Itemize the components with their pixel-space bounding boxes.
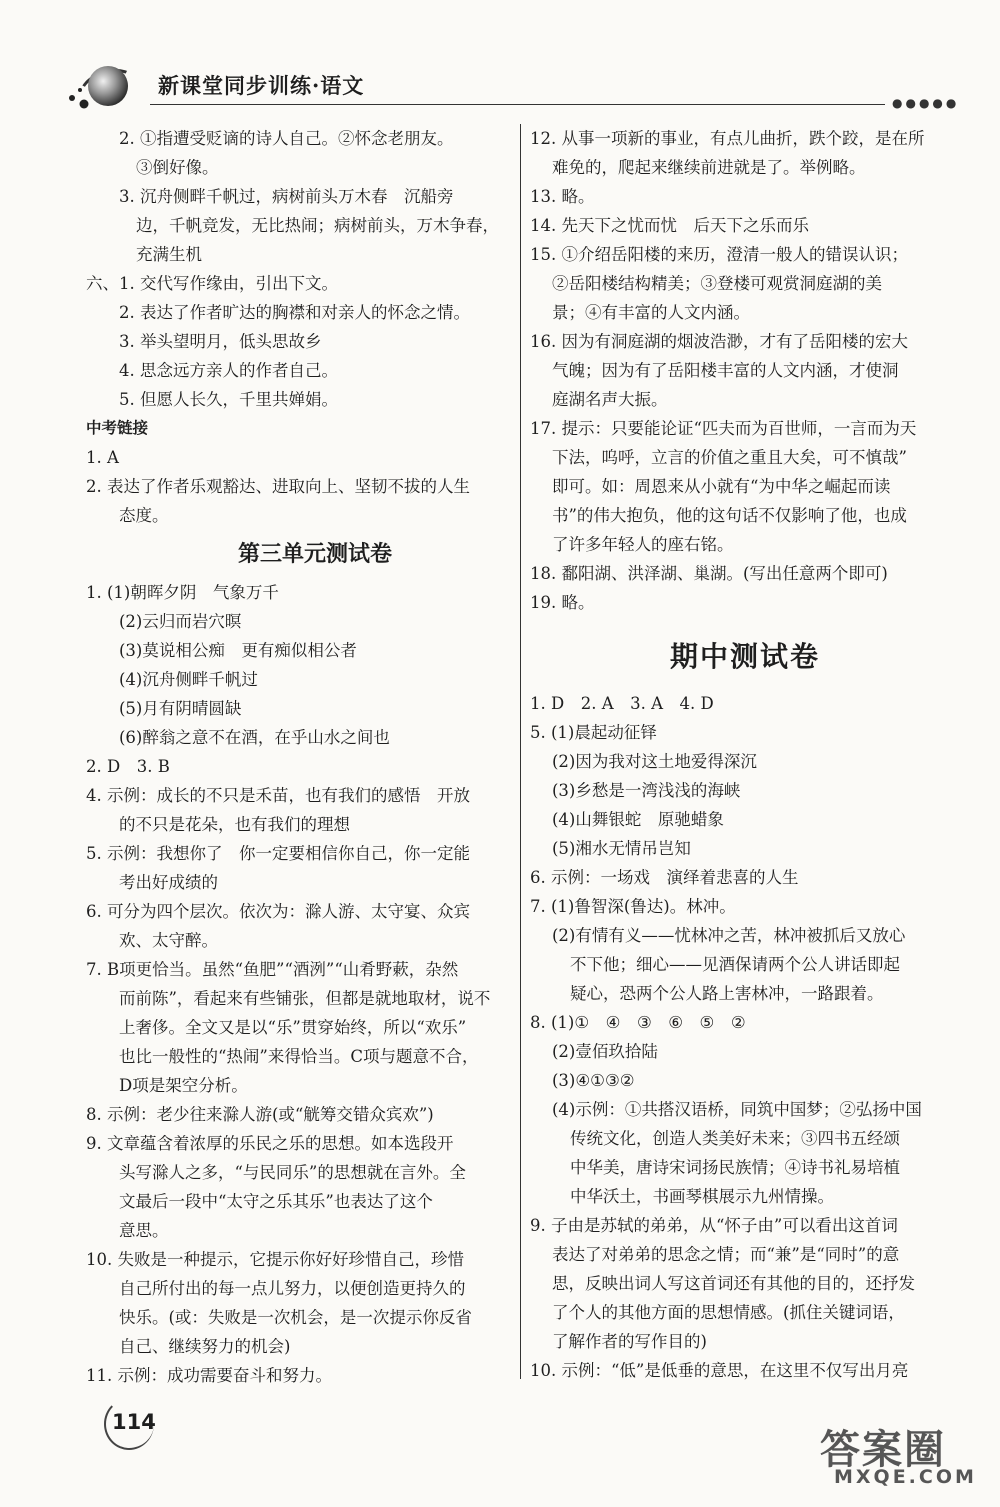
answer-line: (4)沉舟侧畔千帆过 [119,670,258,689]
answer-line: 考出好成绩的 [119,873,218,892]
answer-line: 2. 表达了作者旷达的胸襟和对亲人的怀念之情。 [119,303,470,322]
right-column [530,124,960,1385]
answer-line: 气魄；因为有了岳阳楼丰富的人文内涵，才使洞 [552,361,899,380]
answer-line: 上奢侈。全文又是以“乐”贯穿始终，所以“欢乐” [119,1018,467,1037]
answer-line: 态度。 [119,506,169,525]
answer-line: 传统文化，创造人类美好未来；③四书五经颂 [570,1129,900,1148]
answer-line: 8. (1)① ④ ③ ⑥ ⑤ ② [530,1013,746,1032]
answer-line: 17. 提示：只要能论证“匹夫而为百世师，一言而为天 [530,419,917,438]
header-rule [150,104,885,105]
answer-line: 16. 因为有洞庭湖的烟波浩渺，才有了岳阳楼的宏大 [530,332,908,351]
section-title: 第三单元测试卷 [237,541,392,567]
answer-line: 文最后一段中“太守之乐其乐”也表达了这个 [119,1192,433,1211]
watermark-url: MXQE.COM [834,1466,977,1488]
answer-line: 而前陈”，看起来有些铺张，但都是就地取材，说不 [119,989,491,1008]
answer-line: (4)山舞银蛇 原驰蜡象 [552,810,724,829]
answer-line: (5)湘水无情吊岂知 [552,839,691,858]
answer-line: 10. 示例：“低”是低垂的意思，在这里不仅写出月亮 [530,1361,909,1380]
answer-line: 2. ①指遭受贬谪的诗人自己。②怀念老朋友。 [119,129,454,148]
header-dots-icon: ●●●●● [892,96,960,110]
answer-line: 4. 示例：成长的不只是禾苗，也有我们的感悟 开放 [86,786,470,805]
watermark-title: 答案圈 [820,1427,946,1473]
answer-line: 难免的，爬起来继续前进就是了。举例略。 [552,158,866,177]
page-header [0,0,1000,120]
answer-line: 快乐。(或：失败是一次机会，是一次提示你反省 [119,1308,472,1327]
answer-line: (6)醉翁之意不在酒，在乎山水之间也 [119,728,390,747]
answer-line: 4. 思念远方亲人的作者自己。 [119,361,338,380]
answer-line: 即可。如：周恩来从小就有“为中华之崛起而读 [552,477,891,496]
answer-line: 3. 举头望明月，低头思故乡 [119,332,322,351]
column-divider [520,124,521,1379]
answer-line: 7. (1)鲁智深(鲁达)。林冲。 [530,897,736,916]
answer-line: (3)莫说相公痴 更有痴似相公者 [119,641,357,660]
answer-line: 下法，呜呼，立言的价值之重且大矣，可不慎哉” [552,448,907,467]
answer-line: 思，反映出词人写这首词还有其他的目的，还抒发 [552,1274,915,1293]
answer-line: 19. 略。 [530,593,595,612]
answer-line: 12. 从事一项新的事业，有点儿曲折，跌个跤，是在所 [530,129,925,148]
left-column [86,124,514,1390]
answer-line: 表达了对弟弟的思念之情；而“兼”是“同时”的意 [552,1245,900,1264]
answer-line: D项是架空分析。 [119,1076,248,1095]
answer-line: 10. 失败是一种提示，它提示你好好珍惜自己，珍惜 [86,1250,464,1269]
answer-line: 6. 可分为四个层次。依次为：滁人游、太守宴、众宾 [86,902,470,921]
answer-line: 5. 但愿人长久，千里共婵娟。 [119,390,338,409]
answer-line: (2)壹佰玖拾陆 [552,1042,658,1061]
answer-line: 也比一般性的“热闹”来得恰当。C项与题意不合， [119,1047,479,1066]
answer-line: (4)示例：①共搭汉语桥，同筑中国梦；②弘扬中国 [552,1100,922,1119]
answer-line: 2. D 3. B [86,757,170,776]
answer-line: (5)月有阴晴圆缺 [119,699,242,718]
answer-line: 7. B项更恰当。虽然“鱼肥”“酒洌”“山肴野蔌，杂然 [86,960,459,979]
answer-line: 中华沃土，书画琴棋展示九州情操。 [570,1187,834,1206]
answer-line: 3. 沉舟侧畔千帆过，病树前头万木春 沉船旁 [119,187,454,206]
logo-ball-icon [88,66,128,106]
answer-line: 不下他；细心——见酒保请两个公人讲话即起 [570,955,900,974]
answer-line: (2)有情有义——忧林冲之苦，林冲被抓后又放心 [552,926,906,945]
answer-line: 了解作者的写作目的) [552,1332,707,1351]
answer-line: 6. 示例：一场戏 演绎着悲喜的人生 [530,868,799,887]
answer-line: 1. A [86,448,119,467]
answer-line: 了个人的其他方面的思想情感。(抓住关键词语， [552,1303,905,1322]
answer-line: 充满生机 [136,245,202,264]
answer-line: (2)因为我对这土地爱得深沉 [552,752,757,771]
answer-line: 9. 子由是苏轼的弟弟，从“怀子由”可以看出这首词 [530,1216,898,1235]
answer-line: (3)④①③② [552,1071,635,1090]
answer-line: 自己所付出的每一点儿努力，以便创造更持久的 [119,1279,466,1298]
answer-line: 庭湖名声大振。 [552,390,668,409]
answer-line: 2. 表达了作者乐观豁达、进取向上、坚韧不拔的人生 [86,477,470,496]
header-title: 新课堂同步训练·语文 [158,73,365,98]
answer-line: 头写滁人之多，“与民同乐”的思想就在言外。全 [119,1163,466,1182]
answer-line: (2)云归而岩穴暝 [119,612,242,631]
answer-line: ②岳阳楼结构精美；③登楼可观赏洞庭湖的美 [552,274,882,293]
answer-line: 15. ①介绍岳阳楼的来历，澄清一般人的错误认识； [530,245,908,264]
answer-line: 11. 示例：成功需要奋斗和努力。 [86,1366,332,1385]
answer-line: (3)乡愁是一湾浅浅的海峡 [552,781,741,800]
page-number: 114 [112,1410,156,1434]
answer-line: 自己、继续努力的机会) [119,1337,291,1356]
answer-line: 书”的伟大抱负，他的这句话不仅影响了他，也成 [552,506,907,525]
answer-line: 六、1. 交代写作缘由，引出下文。 [86,274,338,293]
answer-line: 疑心，恐两个公人路上害林冲，一路跟着。 [570,984,884,1003]
answer-line: 了许多年轻人的座右铭。 [552,535,734,554]
answer-line: ③倒好像。 [136,158,219,177]
answer-line: 13. 略。 [530,187,595,206]
answer-line: 8. 示例：老少往来滁人游(或“觥筹交错众宾欢”) [86,1105,434,1124]
answer-line: 9. 文章蕴含着浓厚的乐民之乐的思想。如本选段开 [86,1134,454,1153]
section-title: 期中测试卷 [669,640,820,673]
answer-line: 景；④有丰富的人文内涵。 [552,303,750,322]
watermark-logo [816,1418,986,1498]
answer-line: 中华美，唐诗宋词扬民族情；④诗书礼易培植 [570,1158,900,1177]
answer-line: 边，千帆竞发，无比热闹；病树前头，万木争春， [136,216,499,235]
answer-line: 18. 鄱阳湖、洪泽湖、巢湖。(写出任意两个即可) [530,564,888,583]
subsection-heading: 中考链接 [86,419,149,437]
answer-line: 5. (1)晨起动征铎 [530,723,657,742]
answer-line: 14. 先天下之忧而忧 后天下之乐而乐 [530,216,809,235]
answer-line: 1. (1)朝晖夕阴 气象万千 [86,583,279,602]
answer-line: 的不只是花朵，也有我们的理想 [119,815,350,834]
answer-line: 欢、太守醉。 [119,931,218,950]
answer-line: 1. D 2. A 3. A 4. D [530,694,714,713]
answer-line: 意思。 [119,1221,169,1240]
answer-line: 5. 示例：我想你了 你一定要相信你自己，你一定能 [86,844,470,863]
